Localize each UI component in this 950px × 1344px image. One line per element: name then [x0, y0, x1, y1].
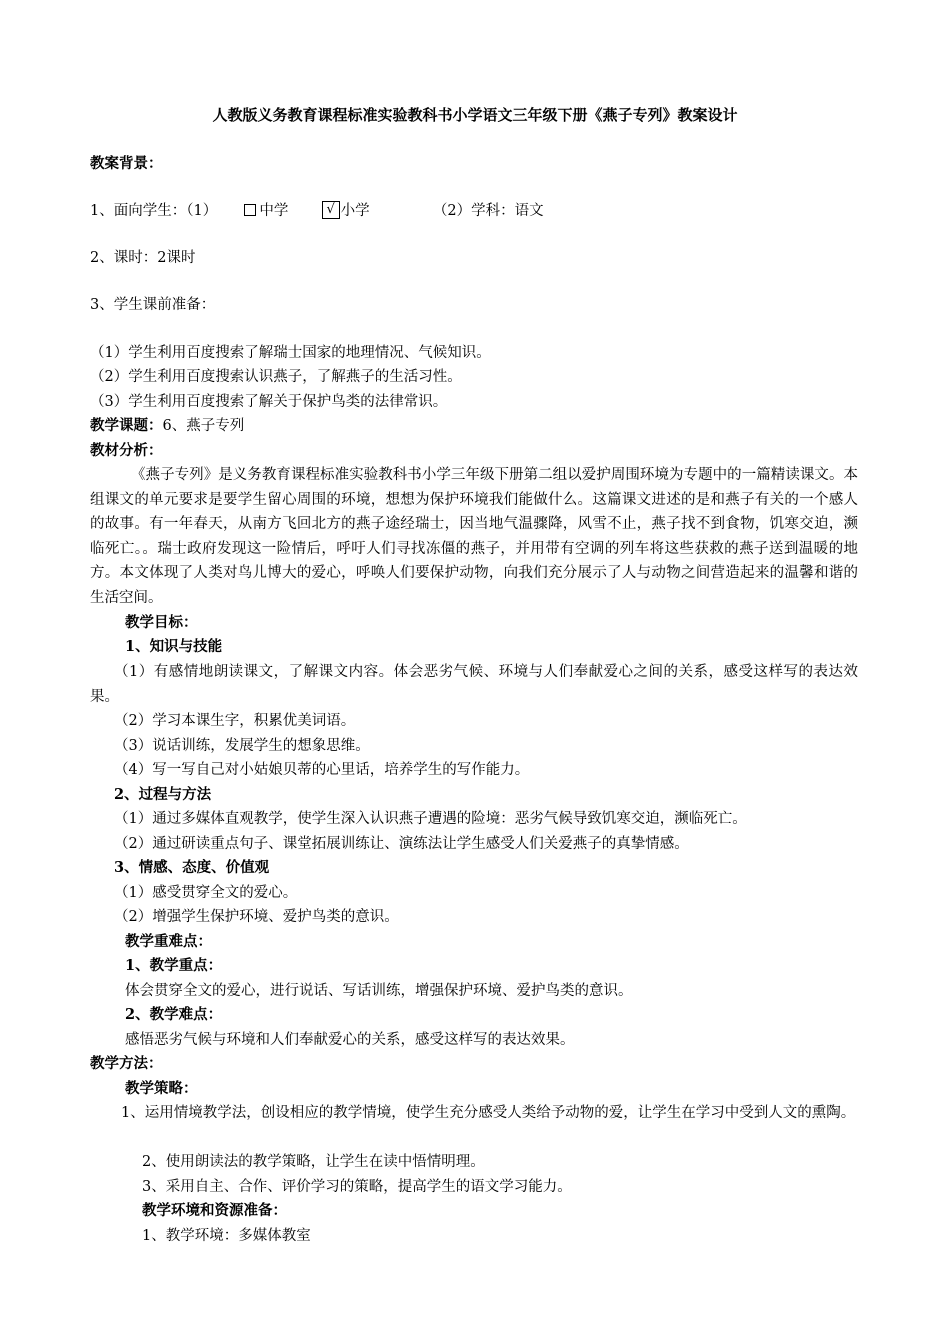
prep-item: （1）学生利用百度搜索了解瑞士国家的地理情况、气候知识。 — [90, 345, 491, 361]
target-students-label: 1、面向学生：（1） — [90, 203, 218, 219]
strategy-heading: 教学策略： — [125, 1080, 198, 1097]
key-point-heading: 1、教学重点： — [125, 957, 223, 974]
document-title: 人教版义务教育课程标准实验教科书小学语文三年级下册《燕子专列》教案设计 — [212, 106, 738, 124]
goal3-heading: 3、情感、态度、价值观 — [114, 859, 270, 876]
primary-school-label: 小学 — [340, 203, 370, 219]
difficulty-text: 感悟恶劣气候与环境和人们奉献爱心的关系，感受这样写的表达效果。 — [125, 1032, 575, 1048]
goal3-item: （2）增强学生保护环境、爱护鸟类的意识。 — [114, 909, 399, 925]
goal1-item: （4）写一写自己对小姑娘贝蒂的心里话，培养学生的写作能力。 — [114, 762, 530, 778]
lesson-hours: 2、课时：2课时 — [90, 250, 196, 266]
middle-school-checkbox[interactable] — [244, 204, 256, 216]
goals-heading: 教学目标： — [125, 614, 198, 631]
goal1-item: （3）说话训练，发展学生的想象思维。 — [114, 738, 370, 754]
environment-item: 1、教学环境：多媒体教室 — [142, 1228, 311, 1244]
goal1-item: （1）有感情地朗读课文，了解课文内容。体会恶劣气候、环境与人们奉献爱心之间的关系，感受这样写的表达效果。 — [90, 664, 858, 705]
primary-school-checkbox[interactable]: √ — [322, 201, 340, 219]
lesson-topic-label: 教学课题： — [90, 417, 163, 434]
strategy-item: 2、使用朗读法的教学策略，让学生在读中悟情明理。 — [142, 1154, 485, 1170]
target-students-row — [90, 199, 544, 223]
analysis-paragraph: 《燕子专列》是义务教育课程标准实验教科书小学三年级下册第二组以爱护周围环境为专题中的一篇精读课文。本组课文的单元要求是要学生留心周围的环境，想想为保护环境我们能做什么。这篇课文进述的是和燕子有关的一个感人的故事。有一年春天，从南方飞回北方的燕子途经瑞士，因当地气温骤降，风雪不止，燕子找不到食物，饥寒交迫，濒临死亡。。瑞士政府发现这一险情后，呼吁人们寻找冻僵的燕子，并用带有空调的列车将这些获救的燕子送到温暖的地方。本文体现了人类对鸟儿博大的爱心，呼唤人们要保护动物，向我们充分展示了人与动物之间营造起来的温馨和谐的生活空间。 — [90, 467, 858, 606]
difficulty-heading: 2、教学难点： — [125, 1006, 223, 1023]
strategy-item: 3、采用自主、合作、评价学习的策略，提高学生的语文学习能力。 — [142, 1179, 572, 1195]
goal1-heading: 1、知识与技能 — [125, 638, 223, 655]
analysis-heading: 教材分析： — [90, 442, 163, 459]
strategy-item: 1、运用情境教学法，创设相应的教学情境，使学生充分感受人类给予动物的爱，让学生在学习中受到人文的熏陶。 — [121, 1105, 856, 1121]
goal3-item: （1）感受贯穿全文的爱心。 — [114, 885, 298, 901]
key-point-text: 体会贯穿全文的爱心，进行说话、写话训练，增强保护环境、爱护鸟类的意识。 — [125, 983, 633, 999]
lesson-topic — [90, 414, 244, 438]
student-prep-heading: 3、学生课前准备： — [90, 297, 216, 313]
prep-item: （2）学生利用百度搜索认识燕子，了解燕子的生活习性。 — [90, 369, 462, 385]
middle-school-label: 中学 — [259, 203, 289, 219]
prep-item: （3）学生利用百度搜索了解关于保护鸟类的法律常识。 — [90, 394, 448, 410]
background-heading: 教案背景： — [90, 155, 163, 172]
goal2-item: （2）通过研读重点句子、课堂拓展训练让、演练法让学生感受人们关爱燕子的真挚情感。 — [114, 836, 689, 852]
subject-label: （2）学科：语文 — [432, 203, 544, 219]
goal1-item: （2）学习本课生字，积累优美词语。 — [114, 713, 356, 729]
environment-heading: 教学环境和资源准备： — [142, 1202, 287, 1219]
lesson-topic-value: 6、燕子专列 — [162, 418, 245, 434]
keypoints-heading: 教学重难点： — [125, 933, 212, 950]
goal2-item: （1）通过多媒体直观教学，使学生深入认识燕子遭遇的险境：恶劣气候导致饥寒交迫，濒临死亡。 — [114, 811, 747, 827]
methods-heading: 教学方法： — [90, 1055, 163, 1072]
goal2-heading: 2、过程与方法 — [114, 786, 212, 803]
